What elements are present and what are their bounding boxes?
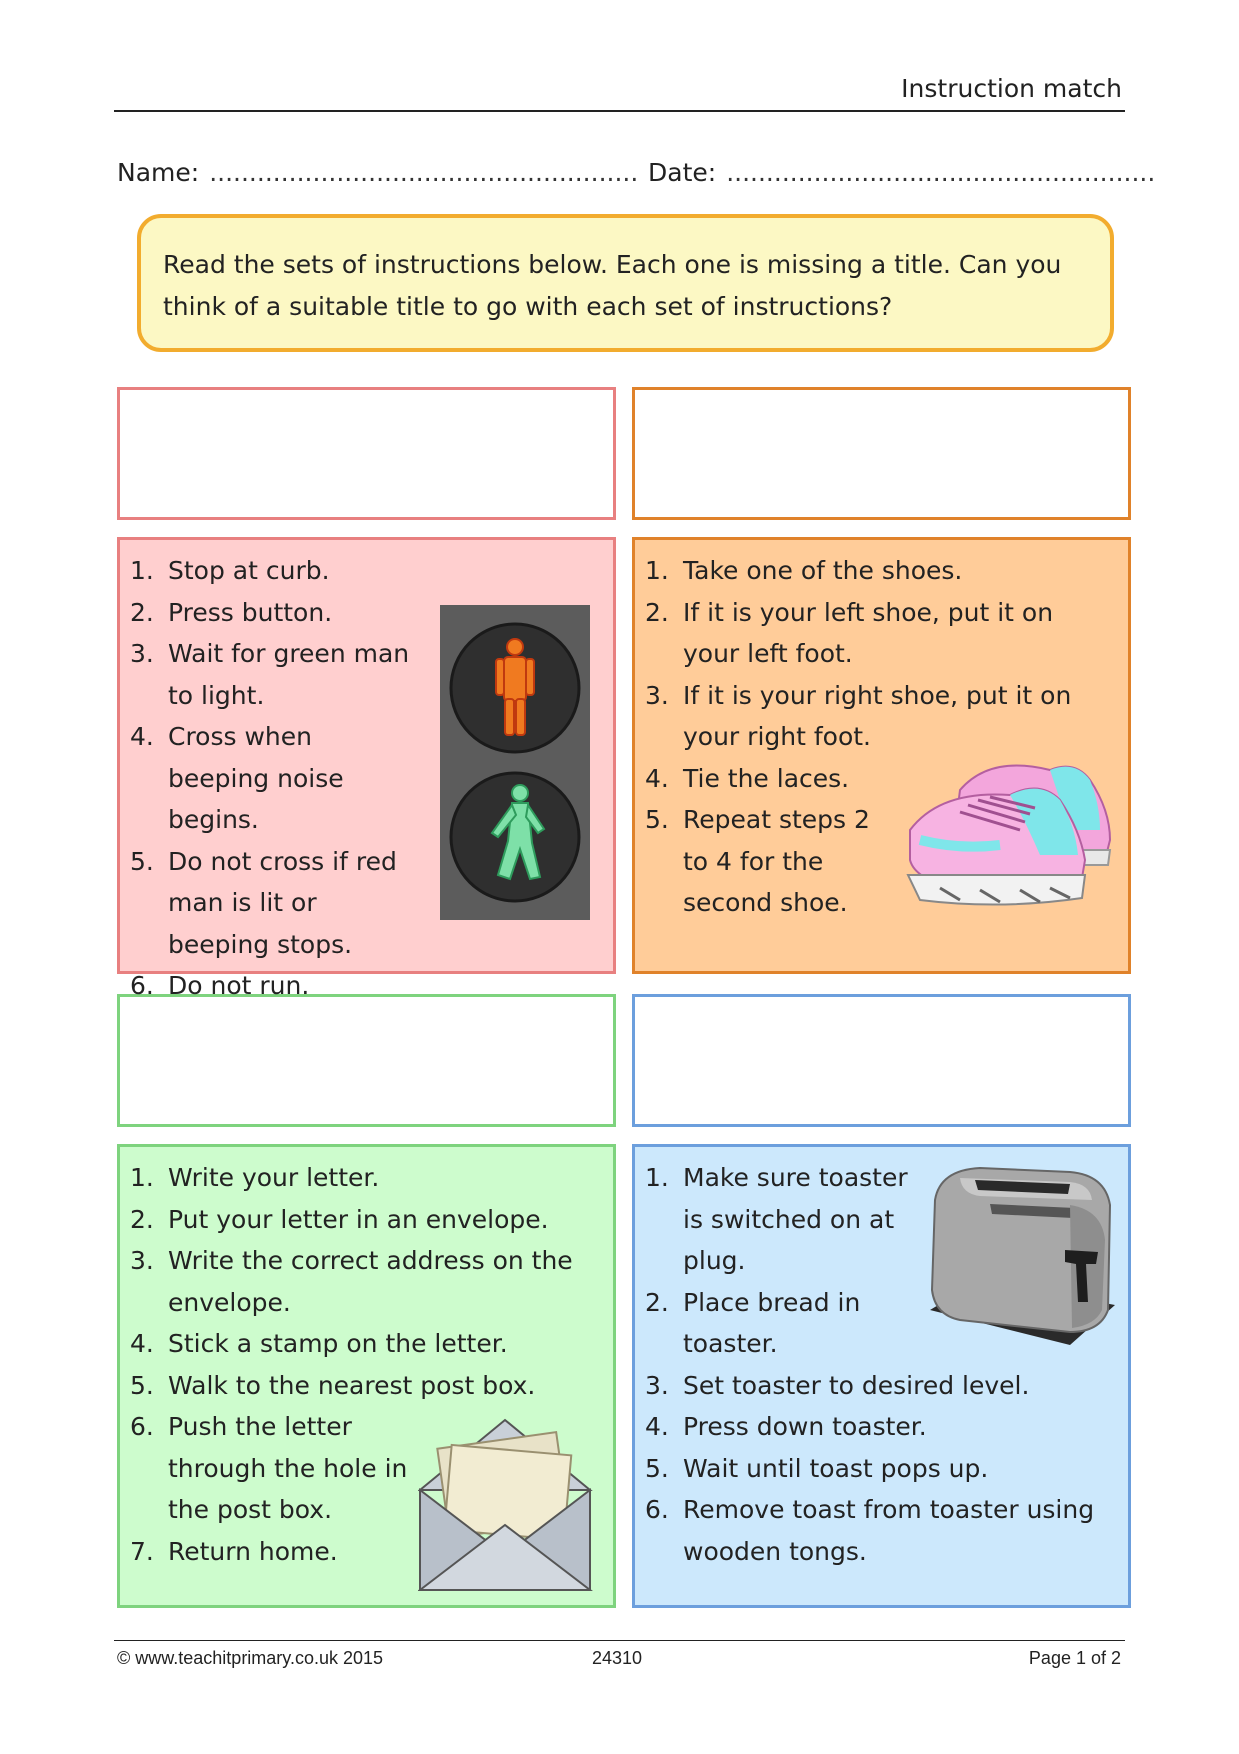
date-field[interactable] <box>648 158 1155 187</box>
footer-page-number: Page 1 of 2 <box>1028 1648 1121 1668</box>
step: 4. Stick a stamp on the letter. <box>130 1329 508 1358</box>
step: 7. Return home. <box>130 1536 338 1566</box>
footer-code: 24310 <box>592 1648 643 1668</box>
step: 5. Walk to the nearest post box. <box>130 1370 536 1400</box>
title-box-3[interactable] <box>117 994 616 1127</box>
title-box-4[interactable] <box>632 994 1131 1127</box>
step: 3. If it is your right shoe, put it on your right foot. <box>645 680 1072 751</box>
header-divider <box>114 110 1125 112</box>
step: 3. Write the correct address on the envelope. <box>130 1246 573 1317</box>
step: 2. Put your letter in an envelope. <box>130 1204 549 1234</box>
name-field[interactable] <box>117 158 638 187</box>
step: 6. Do not run. <box>130 971 310 1000</box>
date-dots: ...................................................... <box>726 158 1156 187</box>
step: 2. Press button. <box>130 597 333 627</box>
title-box-2[interactable] <box>632 387 1131 520</box>
step: 4. Cross when beeping noise begins. <box>130 722 344 834</box>
envelope-icon <box>418 1415 593 1595</box>
trainers-icon <box>900 750 1115 920</box>
toaster-icon <box>920 1160 1120 1350</box>
step: 6. Push the letter through the hole in the post box. <box>130 1412 408 1524</box>
step: 2. If it is your left shoe, put it on your left foot. <box>645 597 1054 668</box>
footer-rule <box>114 1640 1125 1641</box>
step: 2. Place bread in toaster. <box>645 1287 861 1358</box>
step: 1. Write your letter. <box>130 1163 380 1192</box>
step: 4. Press down toaster. <box>645 1412 927 1441</box>
step: 5. Do not cross if red man is lit or beeping stops. <box>130 846 397 959</box>
date-label: Date: <box>648 158 717 187</box>
pedestrian-crossing-light-icon <box>440 605 590 920</box>
step: 1. Make sure toaster is switched on at plug. <box>645 1163 908 1275</box>
step: 6. Remove toast from toaster using wooden tongs. <box>645 1495 1095 1566</box>
step: 5. Wait until toast pops up. <box>645 1453 989 1483</box>
name-dots: ...................................................... <box>209 158 639 187</box>
step: 5. Repeat steps 2 to 4 for the second shoe. <box>645 805 870 917</box>
name-label: Name: <box>117 158 200 187</box>
instructions-box: Read the sets of instructions below. Each one is missing a title. Can you think of a suitable title to go with each set of instructions? <box>137 214 1114 352</box>
step: 3. Wait for green man to light. <box>130 639 410 710</box>
footer-copyright: © www.teachitprimary.co.uk 2015 <box>117 1648 384 1668</box>
page-title: Instruction match <box>901 74 1122 103</box>
step: 4. Tie the laces. <box>645 763 850 793</box>
title-box-1[interactable] <box>117 387 616 520</box>
step: 1. Stop at curb. <box>130 556 330 585</box>
step: 3. Set toaster to desired level. <box>645 1370 1030 1400</box>
step: 1. Take one of the shoes. <box>645 556 963 585</box>
